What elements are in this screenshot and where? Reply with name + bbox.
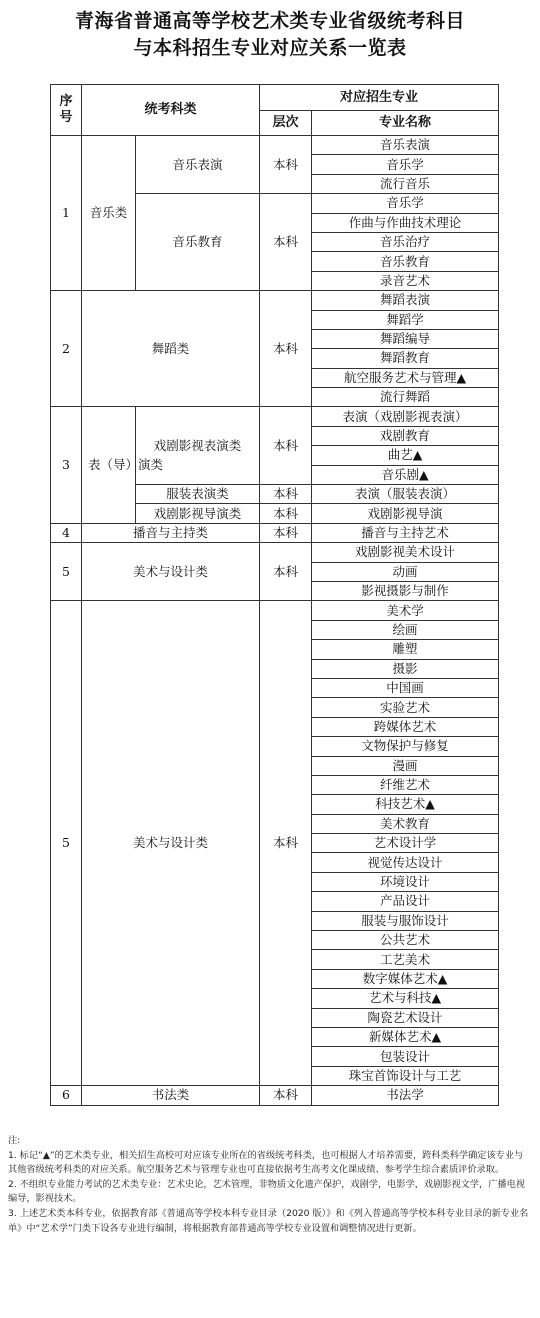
row-major-name: 音乐教育 xyxy=(312,252,499,271)
row-major-name: 舞蹈编导 xyxy=(312,329,499,348)
row-major-name: 包装设计 xyxy=(312,1047,499,1066)
header-exam-category: 统考科类 xyxy=(82,85,260,136)
header-seq: 序号 xyxy=(51,85,82,136)
row-major-name: 绘画 xyxy=(312,620,499,639)
row-category: 美术与设计类 xyxy=(82,543,260,601)
row-major-name: 动画 xyxy=(312,562,499,581)
row-major-name: 音乐表演 xyxy=(312,136,499,155)
row-subcategory: 音乐教育 xyxy=(136,194,260,291)
row-level: 本科 xyxy=(260,485,312,504)
row-major-name: 陶瓷艺术设计 xyxy=(312,1008,499,1027)
note-item: 2. 不组织专业能力考试的艺术类专业：艺术史论，艺术管理，非物质文化遗产保护，戏剧学，电影学，戏剧影视文学，广播电视编导，影视技术。 xyxy=(8,1178,525,1205)
row-major-name: 表演（戏剧影视表演） xyxy=(312,407,499,426)
row-major-name: 漫画 xyxy=(312,756,499,775)
row-major-name: 航空服务艺术与管理▲ xyxy=(312,368,499,387)
header-level: 层次 xyxy=(260,111,312,136)
row-level: 本科 xyxy=(260,543,312,601)
row-level: 本科 xyxy=(260,1086,312,1105)
note-item: 1. 标记“▲”的艺术类专业，相关招生高校可对应该专业所在的省级统考科类，也可根据人才培养需要，跨科类科学确定该专业与其他省级统考科类的对应关系。航空服务艺术与管理专业也可直接依据考生高考文化课成绩、参考学生综合素质评价录取。 xyxy=(8,1149,524,1176)
row-major-name: 播音与主持艺术 xyxy=(312,523,499,542)
row-level: 本科 xyxy=(260,407,312,485)
row-seq: 5 xyxy=(51,543,82,601)
row-major-name: 数字媒体艺术▲ xyxy=(312,969,499,988)
row-seq: 3 xyxy=(51,407,82,523)
row-major-name: 文物保护与修复 xyxy=(312,737,499,756)
row-major-name: 戏剧影视导演 xyxy=(312,504,499,523)
row-major-name: 表演（服装表演） xyxy=(312,485,499,504)
row-level: 本科 xyxy=(260,291,312,407)
row-subcategory: 戏剧影视表演类 xyxy=(136,407,260,485)
row-level: 本科 xyxy=(260,523,312,542)
row-major-name: 中国画 xyxy=(312,678,499,697)
row-major-name: 工艺美术 xyxy=(312,950,499,969)
row-major-name: 影视摄影与制作 xyxy=(312,581,499,600)
page-title-line-2: 与本科招生专业对应关系一览表 xyxy=(133,37,407,59)
page-title-line-1: 青海省普通高等学校艺术类专业省级统考科目 xyxy=(74,10,465,32)
row-major-name: 科技艺术▲ xyxy=(312,795,499,814)
row-major-name: 摄影 xyxy=(312,659,499,678)
table-row xyxy=(51,291,499,310)
row-seq: 2 xyxy=(51,291,82,407)
row-category: 书法类 xyxy=(82,1086,260,1105)
note-item: 3. 上述艺术类本科专业，依据教育部《普通高等学校本科专业目录（2020 版）》和《列入普通高等学校本科专业目录的新专业名单》中“艺术学”门类下设各专业进行编制，将根据教育部普通高等学校专业设置和调整情况进行更新。 xyxy=(8,1207,529,1234)
row-level: 本科 xyxy=(260,504,312,523)
row-category: 播音与主持类 xyxy=(82,523,260,542)
row-level: 本科 xyxy=(260,136,312,194)
correspondence-table xyxy=(50,84,499,1106)
header-major-name: 专业名称 xyxy=(312,111,499,136)
row-subcategory: 戏剧影视导演类 xyxy=(136,504,260,523)
row-major-name: 戏剧影视美术设计 xyxy=(312,543,499,562)
row-major-name: 服装与服饰设计 xyxy=(312,911,499,930)
table-row xyxy=(51,543,499,562)
row-major-name: 公共艺术 xyxy=(312,931,499,950)
row-major-name: 美术学 xyxy=(312,601,499,620)
row-major-name: 音乐学 xyxy=(312,194,499,213)
row-subcategory: 音乐表演 xyxy=(136,136,260,194)
row-major-name: 音乐剧▲ xyxy=(312,465,499,484)
notes-section xyxy=(8,1134,530,1236)
row-category: 音乐类 xyxy=(82,136,136,291)
row-seq: 1 xyxy=(51,136,82,291)
row-level: 本科 xyxy=(260,601,312,1086)
row-major-name: 新媒体艺术▲ xyxy=(312,1027,499,1046)
row-major-name: 艺术设计学 xyxy=(312,834,499,853)
row-major-name: 舞蹈教育 xyxy=(312,349,499,368)
row-category: 表（导）演类 xyxy=(82,407,136,523)
row-major-name: 音乐学 xyxy=(312,155,499,174)
row-major-name: 视觉传达设计 xyxy=(312,853,499,872)
row-category: 美术与设计类 xyxy=(82,601,260,1086)
row-seq: 5 xyxy=(51,601,82,1086)
row-major-name: 雕塑 xyxy=(312,640,499,659)
row-major-name: 舞蹈学 xyxy=(312,310,499,329)
row-major-name: 流行音乐 xyxy=(312,174,499,193)
row-major-name: 珠宝首饰设计与工艺 xyxy=(312,1066,499,1085)
table-row xyxy=(51,407,499,426)
row-major-name: 环境设计 xyxy=(312,872,499,891)
row-seq: 6 xyxy=(51,1086,82,1105)
table-row xyxy=(51,136,499,155)
row-major-name: 曲艺▲ xyxy=(312,446,499,465)
row-major-name: 舞蹈表演 xyxy=(312,291,499,310)
row-major-name: 实验艺术 xyxy=(312,698,499,717)
row-major-name: 作曲与作曲技术理论 xyxy=(312,213,499,232)
row-major-name: 产品设计 xyxy=(312,892,499,911)
row-major-name: 跨媒体艺术 xyxy=(312,717,499,736)
row-seq: 4 xyxy=(51,523,82,542)
row-major-name: 纤维艺术 xyxy=(312,775,499,794)
row-major-name: 流行舞蹈 xyxy=(312,388,499,407)
row-major-name: 艺术与科技▲ xyxy=(312,989,499,1008)
table-row xyxy=(51,1086,499,1105)
table-row xyxy=(51,601,499,620)
row-level: 本科 xyxy=(260,194,312,291)
row-major-name: 戏剧教育 xyxy=(312,426,499,445)
header-enroll-group: 对应招生专业 xyxy=(260,85,499,111)
row-major-name: 书法学 xyxy=(312,1086,499,1105)
row-major-name: 录音艺术 xyxy=(312,271,499,290)
row-major-name: 美术教育 xyxy=(312,814,499,833)
notes-label: 注: xyxy=(8,1135,21,1146)
table-row xyxy=(51,523,499,542)
row-category: 舞蹈类 xyxy=(82,291,260,407)
row-major-name: 音乐治疗 xyxy=(312,232,499,251)
row-subcategory: 服装表演类 xyxy=(136,485,260,504)
